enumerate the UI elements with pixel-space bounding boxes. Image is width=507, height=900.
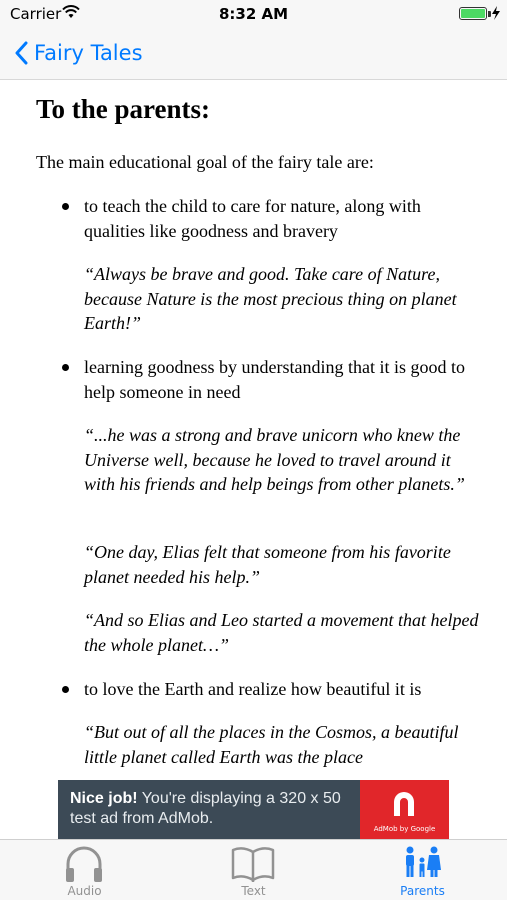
bullet-icon: [62, 686, 69, 693]
status-time: 8:32 AM: [218, 5, 289, 23]
ad-body: You're displaying a 320 x 50 test ad from AdMob.: [70, 790, 341, 827]
headphones-icon: [62, 844, 106, 884]
ad-banner[interactable]: [58, 780, 449, 839]
charging-bolt-icon: [491, 6, 501, 20]
quote-text: “Always be brave and good. Take care of Nature, because Nature is the most precious thing on planet Earth!”: [84, 264, 457, 333]
page-title: To the parents:: [36, 94, 211, 124]
parents-info-content[interactable]: [0, 80, 507, 780]
status-bar: [0, 0, 507, 28]
tab-bar: [0, 839, 507, 900]
tab-parents[interactable]: [338, 840, 507, 900]
admob-icon: [390, 788, 418, 818]
ad-text: [70, 789, 360, 829]
tab-text[interactable]: [169, 840, 338, 900]
admob-brand-label: AdMob by Google: [373, 825, 436, 833]
tab-label: Audio: [67, 884, 102, 898]
bullet-icon: [62, 203, 69, 210]
quote-text: “But out of all the places in the Cosmos, a beautiful little planet called Earth was the place: [84, 722, 459, 767]
ad-headline: Nice job!: [70, 790, 138, 807]
battery-icon: [459, 7, 487, 20]
parents-icon: [400, 844, 444, 884]
intro-text: The main educational goal of the fairy tale are:: [36, 152, 374, 172]
carrier-label: Carrier: [10, 5, 62, 23]
back-button[interactable]: [14, 38, 143, 68]
list-item-text: learning goodness by understanding that it is good to help someone in need: [84, 357, 465, 402]
navigation-bar: [0, 28, 507, 80]
chevron-left-icon: [14, 41, 28, 65]
tab-label: Parents: [400, 884, 445, 898]
quote-text: “One day, Elias felt that someone from his favorite planet needed his help.”: [84, 542, 451, 587]
admob-logo: [360, 780, 449, 839]
bullet-icon: [62, 364, 69, 371]
back-button-label: Fairy Tales: [34, 41, 143, 65]
book-icon: [231, 844, 275, 884]
quote-text: “And so Elias and Leo started a movement that helped the whole planet…”: [84, 610, 479, 655]
quote-text: “...he was a strong and brave unicorn who knew the Universe well, because he loved to travel around it with his friends and help beings from other planets.”: [84, 425, 465, 494]
tab-audio[interactable]: [0, 840, 169, 900]
list-item-text: to love the Earth and realize how beautiful it is: [84, 679, 422, 699]
list-item-text: to teach the child to care for nature, along with qualities like goodness and bravery: [84, 196, 421, 241]
tab-label: Text: [241, 884, 266, 898]
